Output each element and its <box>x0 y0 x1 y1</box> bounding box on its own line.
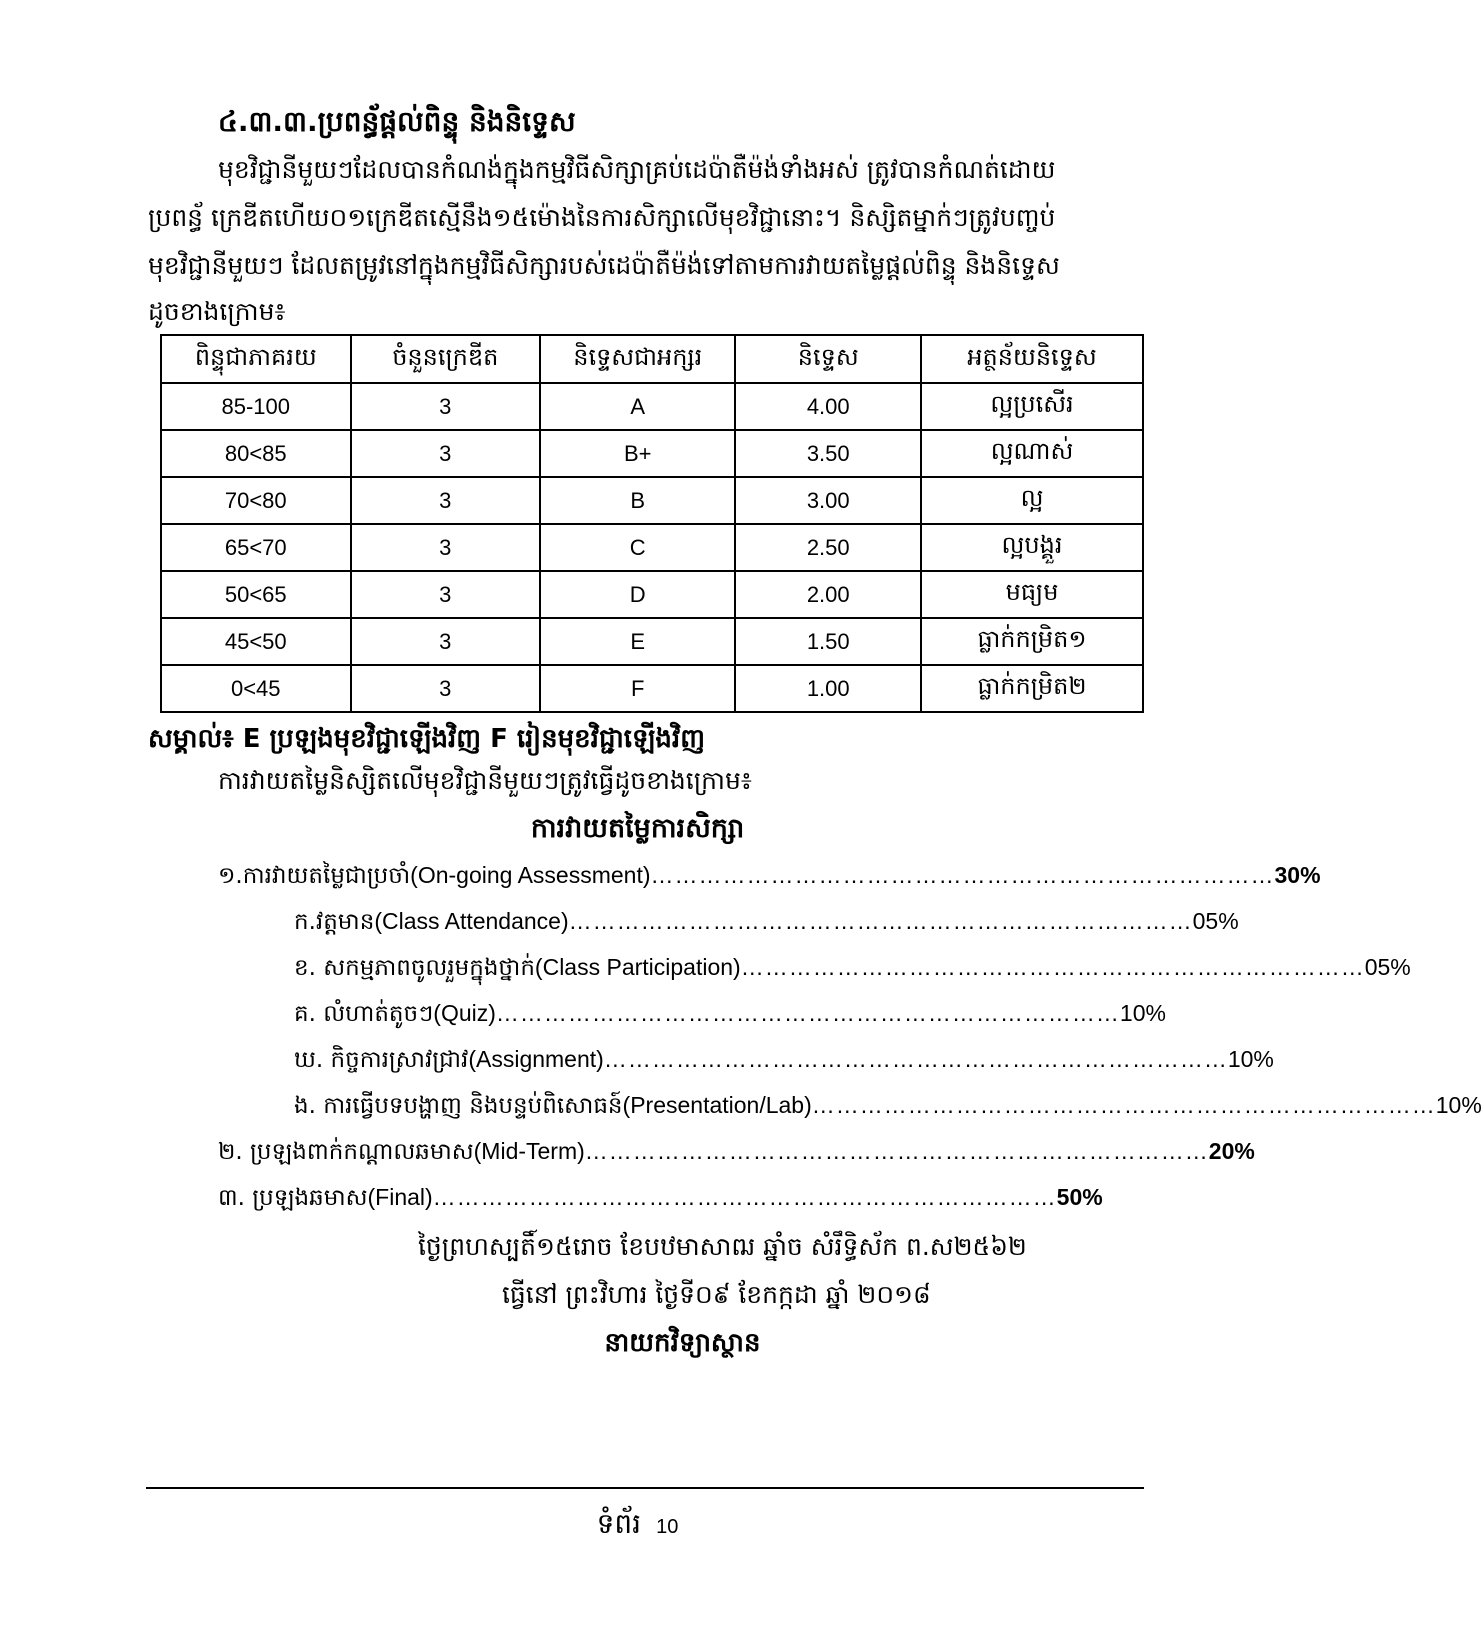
intro-line-1: មុខវិជ្ជានីមួយៗដែលបានកំណង់ក្នុងកម្មវិធីសិក្សាគ្រប់ដេប៉ាតឺម៉ង់ទាំងអស់ ត្រូវបានកំណត់ដោយ <box>218 155 1056 184</box>
leader-dots: …………………………………………………………………… <box>740 954 1365 980</box>
table-row <box>161 383 1143 430</box>
cell-credits: 3 <box>351 430 541 477</box>
page-word: ទំព័រ <box>596 1507 642 1540</box>
cell-percent: 80<85 <box>161 430 351 477</box>
evaluation-english: (Class Attendance) <box>374 908 569 934</box>
cell-letter: A <box>540 383 735 430</box>
intro-line-4: ដូចខាងក្រោម៖ <box>148 297 286 326</box>
evaluation-label: គ. លំហាត់តូចៗ <box>294 1001 434 1027</box>
cell-credits: 3 <box>351 618 541 665</box>
cell-credits: 3 <box>351 524 541 571</box>
table-row <box>161 524 1143 571</box>
place-date: ធ្វើនៅ ព្រះវិហារ ថ្ងៃទី០៩ ខែកក្កដា ឆ្នាំ ២០១៨ <box>502 1280 931 1309</box>
header-percent: ពិន្ទុជាភាគរយ <box>161 335 351 383</box>
evaluation-percent: 10% <box>1435 1092 1482 1118</box>
table-header-row <box>161 335 1143 383</box>
evaluation-english: (Final) <box>367 1184 433 1210</box>
header-grade-point: និទ្ទេស <box>735 335 921 383</box>
page-footer <box>0 1506 1275 1547</box>
leader-dots: …………………………………………………………………… <box>495 1000 1120 1026</box>
evaluation-english: (Quiz) <box>433 1000 496 1026</box>
evaluation-item-midterm <box>218 1138 1255 1171</box>
cell-percent: 45<50 <box>161 618 351 665</box>
evaluation-percent: 05% <box>1364 954 1411 980</box>
cell-meaning: មធ្យម <box>921 571 1143 618</box>
signatory-title: នាយកវិទ្យាស្ថាន <box>604 1328 761 1358</box>
cell-percent: 0<45 <box>161 665 351 712</box>
intro-line-2: ប្រពន្ធ័ ក្រេឌីតហើយ០១ក្រេឌីតស្មើនឹង១៥ម៉ោងនៃការសិក្សាលើមុខវិជ្ជានោះ។ និស្សិតម្នាក់ៗត្រូវបញ្ចប់ <box>148 203 1056 232</box>
cell-credits: 3 <box>351 571 541 618</box>
cell-meaning: ល្អ <box>921 477 1143 524</box>
cell-percent: 50<65 <box>161 571 351 618</box>
leader-dots: …………………………………………………………………… <box>568 908 1193 934</box>
cell-meaning: ធ្លាក់កម្រិត២ <box>921 665 1143 712</box>
cell-percent: 70<80 <box>161 477 351 524</box>
cell-meaning: ល្អណាស់ <box>921 430 1143 477</box>
leader-dots: …………………………………………………………………… <box>603 1046 1228 1072</box>
evaluation-english: (On-going Assessment) <box>410 862 651 888</box>
evaluation-item-quiz <box>294 1000 1166 1033</box>
cell-point: 3.00 <box>735 477 921 524</box>
header-credits: ចំនួនក្រេឌីត <box>351 335 541 383</box>
evaluation-item-final <box>218 1184 1103 1217</box>
cell-credits: 3 <box>351 477 541 524</box>
cell-point: 1.50 <box>735 618 921 665</box>
evaluation-percent: 50% <box>1056 1184 1103 1210</box>
section-heading: ៤.៣.៣.ប្រពន្ធ័ផ្តល់ពិន្ទុ និងនិទ្ទេស <box>218 105 576 138</box>
cell-credits: 3 <box>351 665 541 712</box>
leader-dots: …………………………………………………………………… <box>650 862 1275 888</box>
evaluation-label: ៣. ប្រឡងឆមាស <box>218 1185 368 1211</box>
evaluation-percent: 05% <box>1192 908 1239 934</box>
evaluation-item-assignment <box>294 1046 1274 1079</box>
evaluation-title: ការវាយតម្លៃការសិក្សា <box>530 813 745 844</box>
evaluation-label: ខ. សកម្មភាពចូលរួមក្នុងថ្នាក់ <box>294 955 535 981</box>
evaluation-label: ១.ការវាយតម្លៃជាប្រចាំ <box>218 863 411 889</box>
cell-point: 2.50 <box>735 524 921 571</box>
lunar-date: ថ្ងៃព្រហស្បតិ៍១៥រោច ខែបឋមាសាឍ ឆ្នាំច សំរឹទ្ធិស័ក ព.ស២៥៦២ <box>418 1232 1027 1261</box>
evaluation-label: ២. ប្រឡងពាក់កណ្តាលឆមាស <box>218 1139 474 1165</box>
table-row <box>161 477 1143 524</box>
evaluation-item-participation <box>294 954 1411 987</box>
evaluation-item-attendance <box>294 908 1239 941</box>
evaluation-item-ongoing <box>218 862 1321 895</box>
evaluation-english: (Assignment) <box>468 1046 604 1072</box>
evaluation-percent: 10% <box>1119 1000 1166 1026</box>
cell-letter: F <box>540 665 735 712</box>
cell-point: 2.00 <box>735 571 921 618</box>
evaluation-percent: 30% <box>1274 862 1321 888</box>
grading-table <box>160 334 1144 713</box>
cell-letter: B+ <box>540 430 735 477</box>
evaluation-percent: 10% <box>1227 1046 1274 1072</box>
evaluation-english: (Presentation/Lab) <box>622 1092 812 1118</box>
evaluation-english: (Class Participation) <box>534 954 741 980</box>
cell-percent: 65<70 <box>161 524 351 571</box>
cell-letter: B <box>540 477 735 524</box>
table-row <box>161 430 1143 477</box>
header-letter-grade: និទ្ទេសជាអក្សរ <box>540 335 735 383</box>
page-number: 10 <box>656 1516 679 1538</box>
cell-meaning: ធ្លាក់កម្រិត១ <box>921 618 1143 665</box>
header-grade-meaning: អត្ថន័យនិទ្ទេស <box>921 335 1143 383</box>
footer-divider <box>146 1487 1144 1489</box>
intro-line-3: មុខវិជ្ជានីមួយៗ ដែលតម្រូវនៅក្នុងកម្មវិធីសិក្សារបស់ដេប៉ាតឺម៉ង់ទៅតាមការវាយតម្លៃផ្តល់ពិន្ទុ និងនិទ្ទេស <box>148 251 1060 280</box>
evaluation-label: ឃ. កិច្ចការស្រាវជ្រាវ <box>294 1047 469 1073</box>
table-row <box>161 618 1143 665</box>
grading-note: សម្គាល់៖ E ប្រឡងមុខវិជ្ជាឡើងវិញ F រៀនមុខវិជ្ជាឡើងវិញ <box>148 724 705 754</box>
cell-point: 4.00 <box>735 383 921 430</box>
cell-letter: C <box>540 524 735 571</box>
evaluation-intro: ការវាយតម្លៃនិស្សិតលើមុខវិជ្ជានីមួយៗត្រូវធ្វើដូចខាងក្រោម៖ <box>218 766 752 795</box>
evaluation-english: (Mid-Term) <box>473 1138 585 1164</box>
cell-credits: 3 <box>351 383 541 430</box>
cell-point: 3.50 <box>735 430 921 477</box>
evaluation-label: ក.វត្តមាន <box>294 909 375 935</box>
cell-letter: D <box>540 571 735 618</box>
table-row <box>161 571 1143 618</box>
leader-dots: …………………………………………………………………… <box>811 1092 1436 1118</box>
leader-dots: …………………………………………………………………… <box>432 1184 1057 1210</box>
evaluation-percent: 20% <box>1208 1138 1255 1164</box>
evaluation-item-presentation <box>294 1092 1482 1125</box>
cell-point: 1.00 <box>735 665 921 712</box>
cell-percent: 85-100 <box>161 383 351 430</box>
cell-meaning: ល្អប្រសើរ <box>921 383 1143 430</box>
evaluation-label: ង. ការធ្វើបទបង្ហាញ និងបន្ទប់ពិសោធន៍ <box>294 1093 623 1119</box>
cell-meaning: ល្អបង្គួរ <box>921 524 1143 571</box>
leader-dots: …………………………………………………………………… <box>584 1138 1209 1164</box>
table-row <box>161 665 1143 712</box>
cell-letter: E <box>540 618 735 665</box>
